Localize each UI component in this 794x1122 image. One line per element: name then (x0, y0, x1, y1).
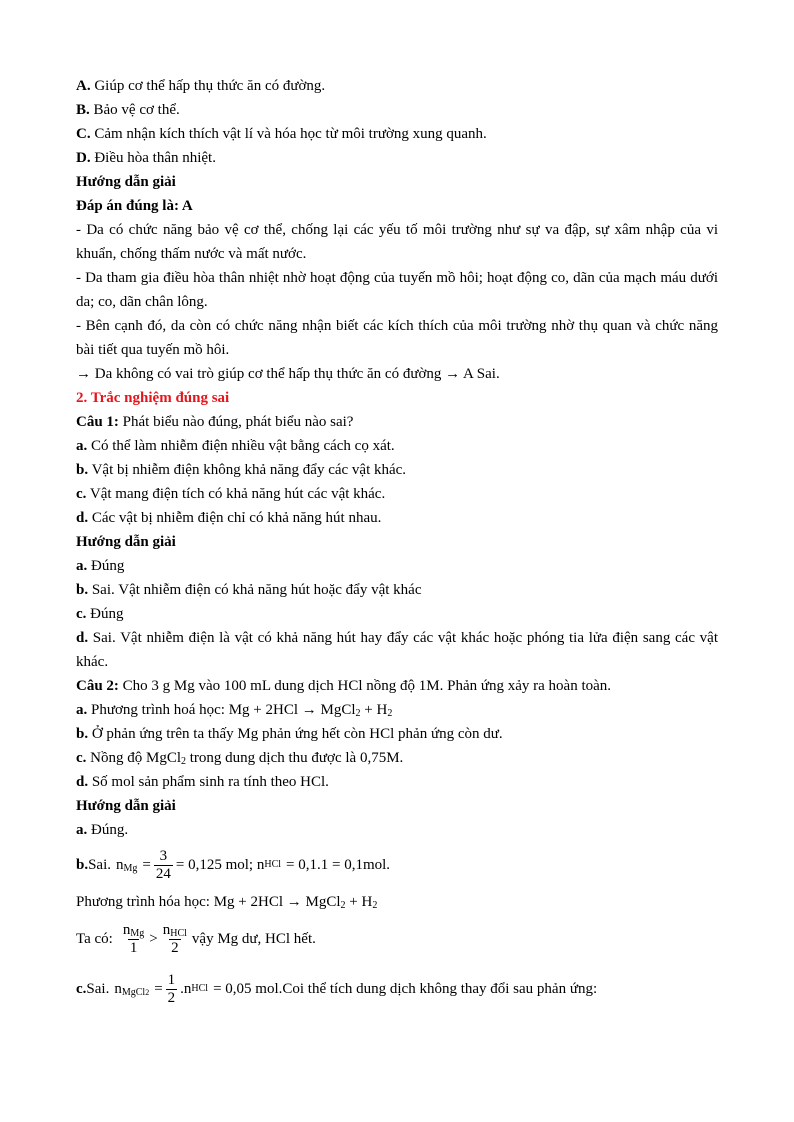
statement-c: c. Vật mang điện tích có khả năng hút các vật khác. (76, 486, 386, 502)
statement-d: d. Số mol sản phẩm sinh ra tính theo HCl. (76, 774, 329, 790)
fraction: $\frac{n_{Mg}}{1}$ (122, 921, 145, 956)
fraction: $\frac{3}{24}$ (155, 847, 171, 882)
statement-a: a. Có thể làm nhiễm điện nhiều vật bằng cách cọ xát. (76, 438, 395, 454)
answer-c-equation: c. Sai. $n_{MgCl2}$ = $\frac{1}{2}$ .n HCl = 0,05 mol. Coi thể tích dung dịch không thay đổi sau phản ứng: (76, 971, 598, 1006)
option-b: B. Bảo vệ cơ thể. (76, 102, 180, 118)
statement-c: c. Nồng độ MgCl$_2$ trong dung dịch thu được là 0,75M. (76, 750, 404, 767)
correct-answer: Đáp án đúng là: A (76, 198, 193, 214)
guide-title: Hướng dẫn giải (76, 174, 176, 190)
answer-b: b. Sai. Vật nhiễm điện có khả năng hút hoặc đẩy vật khác (76, 582, 422, 598)
option-a: A. Giúp cơ thể hấp thụ thức ăn có đường. (76, 78, 326, 94)
guide-title: Hướng dẫn giải (76, 534, 176, 550)
document-page (76, 74, 718, 1014)
explanation-paragraph: - Bên cạnh đó, da còn có chức năng nhận biết các kích thích của môi trường nhờ thụ quan và chức năng bài tiết qua tuyến mồ hôi. (76, 318, 718, 358)
fraction: $\frac{1}{2}$ (167, 971, 176, 1006)
section-title: 2. Trắc nghiệm đúng sai (76, 390, 230, 406)
guide-title: Hướng dẫn giải (76, 798, 176, 814)
answer-b-equation: b. Sai. $n_{Mg}$ = $\frac{3}{24}$ = 0,125 mol; n HCl = 0,1.1 = 0,1mol. (76, 847, 391, 882)
answer-a: a. Đúng (76, 558, 125, 574)
statement-d: d. Các vật bị nhiễm điện chỉ có khả năng hút nhau. (76, 510, 382, 526)
ratio-comparison: Ta có: $\frac{n_{Mg}}{1}$ > $\frac{n_{HCl}}{2}$ vậy Mg dư, HCl hết. (76, 921, 316, 956)
question-1: Câu 1: Phát biểu nào đúng, phát biểu nào sai? (76, 414, 354, 430)
conclusion: → Da không có vai trò giúp cơ thể hấp thụ thức ăn có đường → A Sai. (76, 366, 500, 382)
explanation-paragraph: - Da có chức năng bảo vệ cơ thể, chống lại các yếu tố môi trường như sự va đập, sự xâm nhập của vi khuẩn, chống thấm nước và mất nước. (76, 222, 718, 262)
statement-a: a. Phương trình hoá học: Mg + 2HCl → MgCl$_2$ + $H_2$ (76, 702, 393, 719)
fraction: $\frac{n_{HCl}}{2}$ (162, 921, 187, 956)
answer-c: c. Đúng (76, 606, 124, 622)
answer-d: d. Sai. Vật nhiễm điện là vật có khả năng hút hay đẩy các vật khác hoặc phóng tia lửa điện sang các vật khác. (76, 630, 718, 670)
answer-a: a. Đúng. (76, 822, 129, 838)
statement-b: b. Ở phản ứng trên ta thấy Mg phản ứng hết còn HCl phản ứng còn dư. (76, 726, 503, 742)
question-2: Câu 2: Cho 3 g Mg vào 100 mL dung dịch HCl nồng độ 1M. Phản ứng xảy ra hoàn toàn. (76, 678, 612, 694)
reaction-equation: Phương trình hóa học: Mg + 2HCl → MgCl$_2$ + $H_2$ (76, 894, 378, 911)
statement-b: b. Vật bị nhiễm điện không khả năng đẩy các vật khác. (76, 462, 407, 478)
option-c: C. Cảm nhận kích thích vật lí và hóa học từ môi trường xung quanh. (76, 126, 487, 142)
explanation-paragraph: - Da tham gia điều hòa thân nhiệt nhờ hoạt động của tuyến mồ hôi; hoạt động co, dãn của mạch máu dưới da; co, dãn chân lông. (76, 270, 718, 310)
option-d: D. Điều hòa thân nhiệt. (76, 150, 216, 166)
